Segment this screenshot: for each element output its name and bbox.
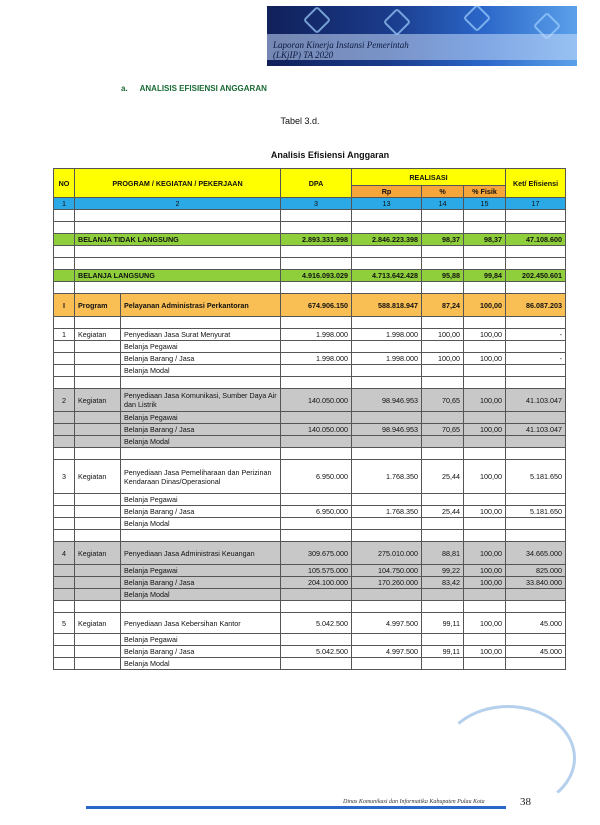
pct-cell: 70,65 xyxy=(422,389,464,412)
row-type: Kegiatan xyxy=(75,329,121,341)
pct-cell: 100,00 xyxy=(422,329,464,341)
index-cell: 15 xyxy=(464,198,506,210)
sub-row xyxy=(54,658,566,670)
fisik-cell: 100,00 xyxy=(464,294,506,317)
sub-row xyxy=(54,424,566,436)
sub-row xyxy=(54,365,566,377)
row-name: Belanja Pegawai xyxy=(121,341,281,353)
rp-cell: 1.998.000 xyxy=(352,353,422,365)
sub-row xyxy=(54,436,566,448)
index-cell: 17 xyxy=(506,198,566,210)
rp-cell: 4.713.642.428 xyxy=(352,270,422,282)
index-row xyxy=(54,198,566,210)
ket-cell: - xyxy=(506,329,566,341)
rp-cell: 1.998.000 xyxy=(352,329,422,341)
rp-cell: 98.946.953 xyxy=(352,389,422,412)
header-pct-cell: % xyxy=(422,186,464,198)
rp-cell: 4.997.500 xyxy=(352,613,422,634)
spacer-row xyxy=(54,377,566,389)
header-fisik-cell: % Fisik xyxy=(464,186,506,198)
ket-cell: 47.108.600 xyxy=(506,234,566,246)
rp-cell: 104.750.000 xyxy=(352,565,422,577)
index-cell: 14 xyxy=(422,198,464,210)
pct-cell: 100,00 xyxy=(422,353,464,365)
row-name: Pelayanan Administrasi Perkantoran xyxy=(121,294,281,317)
fisik-cell: 100,00 xyxy=(464,460,506,494)
pct-cell: 88,81 xyxy=(422,542,464,565)
dpa-cell: 140.050.000 xyxy=(281,389,352,412)
rp-cell: 170.260.000 xyxy=(352,577,422,589)
row-name: Belanja Modal xyxy=(121,436,281,448)
spacer-row xyxy=(54,222,566,234)
ket-cell: 45.000 xyxy=(506,613,566,634)
ket-cell: 41.103.047 xyxy=(506,389,566,412)
dpa-cell: 2.893.331.998 xyxy=(281,234,352,246)
pct-cell: 99,11 xyxy=(422,613,464,634)
row-no: 4 xyxy=(54,542,75,565)
ket-cell: 5.181.650 xyxy=(506,460,566,494)
spacer-row xyxy=(54,282,566,294)
row-type: Kegiatan xyxy=(75,460,121,494)
table-title: Analisis Efisiensi Anggaran xyxy=(270,150,390,160)
table-label: Tabel 3.d. xyxy=(280,116,320,126)
row-name: Penyediaan Jasa Surat Menyurat xyxy=(121,329,281,341)
dpa-cell: 4.916.093.029 xyxy=(281,270,352,282)
header-ket-cell: Ket/ Efisiensi xyxy=(506,169,566,198)
row-name: Belanja Modal xyxy=(121,518,281,530)
row-name: Penyediaan Jasa Komunikasi, Sumber Daya Air dan Listrik xyxy=(121,389,281,412)
index-cell: 13 xyxy=(352,198,422,210)
sub-row xyxy=(54,565,566,577)
belanja-tidak-langsung-row xyxy=(54,234,566,246)
row-no: I xyxy=(54,294,75,317)
fisik-cell: 100,00 xyxy=(464,329,506,341)
header-realisasi-cell: REALISASI xyxy=(352,169,506,186)
header-row-main xyxy=(54,169,566,186)
header-program-cell: PROGRAM / KEGIATAN / PEKERJAAN xyxy=(75,169,281,198)
row-no: 2 xyxy=(54,389,75,412)
pct-cell: 95,88 xyxy=(422,270,464,282)
dpa-cell: 6.950.000 xyxy=(281,506,352,518)
kegiatan-row xyxy=(54,542,566,565)
rp-cell: 4.997.500 xyxy=(352,646,422,658)
row-name: Belanja Modal xyxy=(121,589,281,601)
dpa-cell: 5.042.500 xyxy=(281,646,352,658)
row-name: Belanja Barang / Jasa xyxy=(121,353,281,365)
sub-row xyxy=(54,518,566,530)
index-cell: 1 xyxy=(54,198,75,210)
pct-cell: 25,44 xyxy=(422,460,464,494)
dpa-cell: 5.042.500 xyxy=(281,613,352,634)
sub-row xyxy=(54,506,566,518)
dpa-cell: 1.998.000 xyxy=(281,329,352,341)
row-no: 5 xyxy=(54,613,75,634)
row-label: BELANJA LANGSUNG xyxy=(75,270,281,282)
fisik-cell: 100,00 xyxy=(464,353,506,365)
row-name: Penyediaan Jasa Administrasi Keuangan xyxy=(121,542,281,565)
sub-row xyxy=(54,341,566,353)
dpa-cell: 204.100.000 xyxy=(281,577,352,589)
index-cell: 2 xyxy=(75,198,281,210)
section-title: ANALISIS EFISIENSI ANGGARAN xyxy=(139,84,267,93)
pct-cell: 25,44 xyxy=(422,506,464,518)
footer-rule xyxy=(86,806,506,809)
row-name: Belanja Pegawai xyxy=(121,565,281,577)
efficiency-table-body xyxy=(53,168,566,670)
ket-cell: 45.000 xyxy=(506,646,566,658)
sub-row xyxy=(54,494,566,506)
ket-cell: 5.181.650 xyxy=(506,506,566,518)
header-dpa-cell: DPA xyxy=(281,169,352,198)
sub-row xyxy=(54,353,566,365)
header-rp-cell: Rp xyxy=(352,186,422,198)
pct-cell: 70,65 xyxy=(422,424,464,436)
spacer-row xyxy=(54,448,566,460)
program-row xyxy=(54,294,566,317)
fisik-cell: 100,00 xyxy=(464,424,506,436)
sub-row xyxy=(54,634,566,646)
row-name: Belanja Pegawai xyxy=(121,634,281,646)
spacer-row xyxy=(54,601,566,613)
ket-cell: 34.665.000 xyxy=(506,542,566,565)
rp-cell: 275.010.000 xyxy=(352,542,422,565)
fisik-cell: 100,00 xyxy=(464,646,506,658)
ket-cell: 825.000 xyxy=(506,565,566,577)
dpa-cell: 140.050.000 xyxy=(281,424,352,436)
spacer-row xyxy=(54,317,566,329)
header-no-cell: NO xyxy=(54,169,75,198)
fisik-cell: 98,37 xyxy=(464,234,506,246)
pct-cell: 83,42 xyxy=(422,577,464,589)
ket-cell: 41.103.047 xyxy=(506,424,566,436)
row-name: Belanja Barang / Jasa xyxy=(121,577,281,589)
dpa-cell: 105.575.000 xyxy=(281,565,352,577)
fisik-cell: 100,00 xyxy=(464,506,506,518)
row-name: Penyediaan Jasa Kebersihan Kantor xyxy=(121,613,281,634)
banner-title: Laporan Kinerja Instansi Pemerintah xyxy=(273,40,409,50)
row-type: Kegiatan xyxy=(75,542,121,565)
row-no: 1 xyxy=(54,329,75,341)
pct-cell: 87,24 xyxy=(422,294,464,317)
row-type: Program xyxy=(75,294,121,317)
row-name: Belanja Barang / Jasa xyxy=(121,424,281,436)
decorative-swirl xyxy=(440,705,576,811)
spacer-row xyxy=(54,258,566,270)
row-name: Belanja Barang / Jasa xyxy=(121,646,281,658)
pct-cell: 98,37 xyxy=(422,234,464,246)
fisik-cell: 100,00 xyxy=(464,389,506,412)
ket-cell: 33.840.000 xyxy=(506,577,566,589)
dpa-cell: 6.950.000 xyxy=(281,460,352,494)
fisik-cell: 100,00 xyxy=(464,542,506,565)
spacer-row xyxy=(54,210,566,222)
fisik-cell: 99,84 xyxy=(464,270,506,282)
spacer-row xyxy=(54,246,566,258)
row-name: Belanja Pegawai xyxy=(121,494,281,506)
dpa-cell: 1.998.000 xyxy=(281,353,352,365)
row-name: Belanja Pegawai xyxy=(121,412,281,424)
rp-cell: 1.768.350 xyxy=(352,460,422,494)
kegiatan-row xyxy=(54,460,566,494)
row-no: 3 xyxy=(54,460,75,494)
ket-cell: 86.087.203 xyxy=(506,294,566,317)
footer-text: Dinas Komunikasi dan Informatika Kabupaten Pulau Kota xyxy=(343,799,485,805)
ket-cell: 202.450.601 xyxy=(506,270,566,282)
dpa-cell: 309.675.000 xyxy=(281,542,352,565)
section-heading xyxy=(121,84,267,93)
row-label: BELANJA TIDAK LANGSUNG xyxy=(75,234,281,246)
sub-row xyxy=(54,646,566,658)
rp-cell: 98.946.953 xyxy=(352,424,422,436)
dpa-cell: 674.906.150 xyxy=(281,294,352,317)
report-banner xyxy=(267,6,577,66)
sub-row xyxy=(54,589,566,601)
rp-cell: 2.846.223.398 xyxy=(352,234,422,246)
banner-subtitle: (LKjIP) TA 2020 xyxy=(273,50,334,60)
row-name: Belanja Modal xyxy=(121,365,281,377)
belanja-langsung-row xyxy=(54,270,566,282)
index-cell: 3 xyxy=(281,198,352,210)
row-name: Penyediaan Jasa Pemeliharaan dan Perizinan Kendaraan Dinas/Operasional xyxy=(121,460,281,494)
spacer-row xyxy=(54,530,566,542)
row-type: Kegiatan xyxy=(75,613,121,634)
kegiatan-row xyxy=(54,613,566,634)
rp-cell: 1.768.350 xyxy=(352,506,422,518)
fisik-cell: 100,00 xyxy=(464,565,506,577)
row-type: Kegiatan xyxy=(75,389,121,412)
fisik-cell: 100,00 xyxy=(464,613,506,634)
page-number: 38 xyxy=(520,796,531,808)
pct-cell: 99,11 xyxy=(422,646,464,658)
kegiatan-row xyxy=(54,389,566,412)
kegiatan-row xyxy=(54,329,566,341)
row-name: Belanja Barang / Jasa xyxy=(121,506,281,518)
pct-cell: 99,22 xyxy=(422,565,464,577)
ket-cell: - xyxy=(506,353,566,365)
sub-row xyxy=(54,577,566,589)
fisik-cell: 100,00 xyxy=(464,577,506,589)
row-name: Belanja Modal xyxy=(121,658,281,670)
rp-cell: 588.818.947 xyxy=(352,294,422,317)
section-number: a. xyxy=(121,84,128,93)
sub-row xyxy=(54,412,566,424)
